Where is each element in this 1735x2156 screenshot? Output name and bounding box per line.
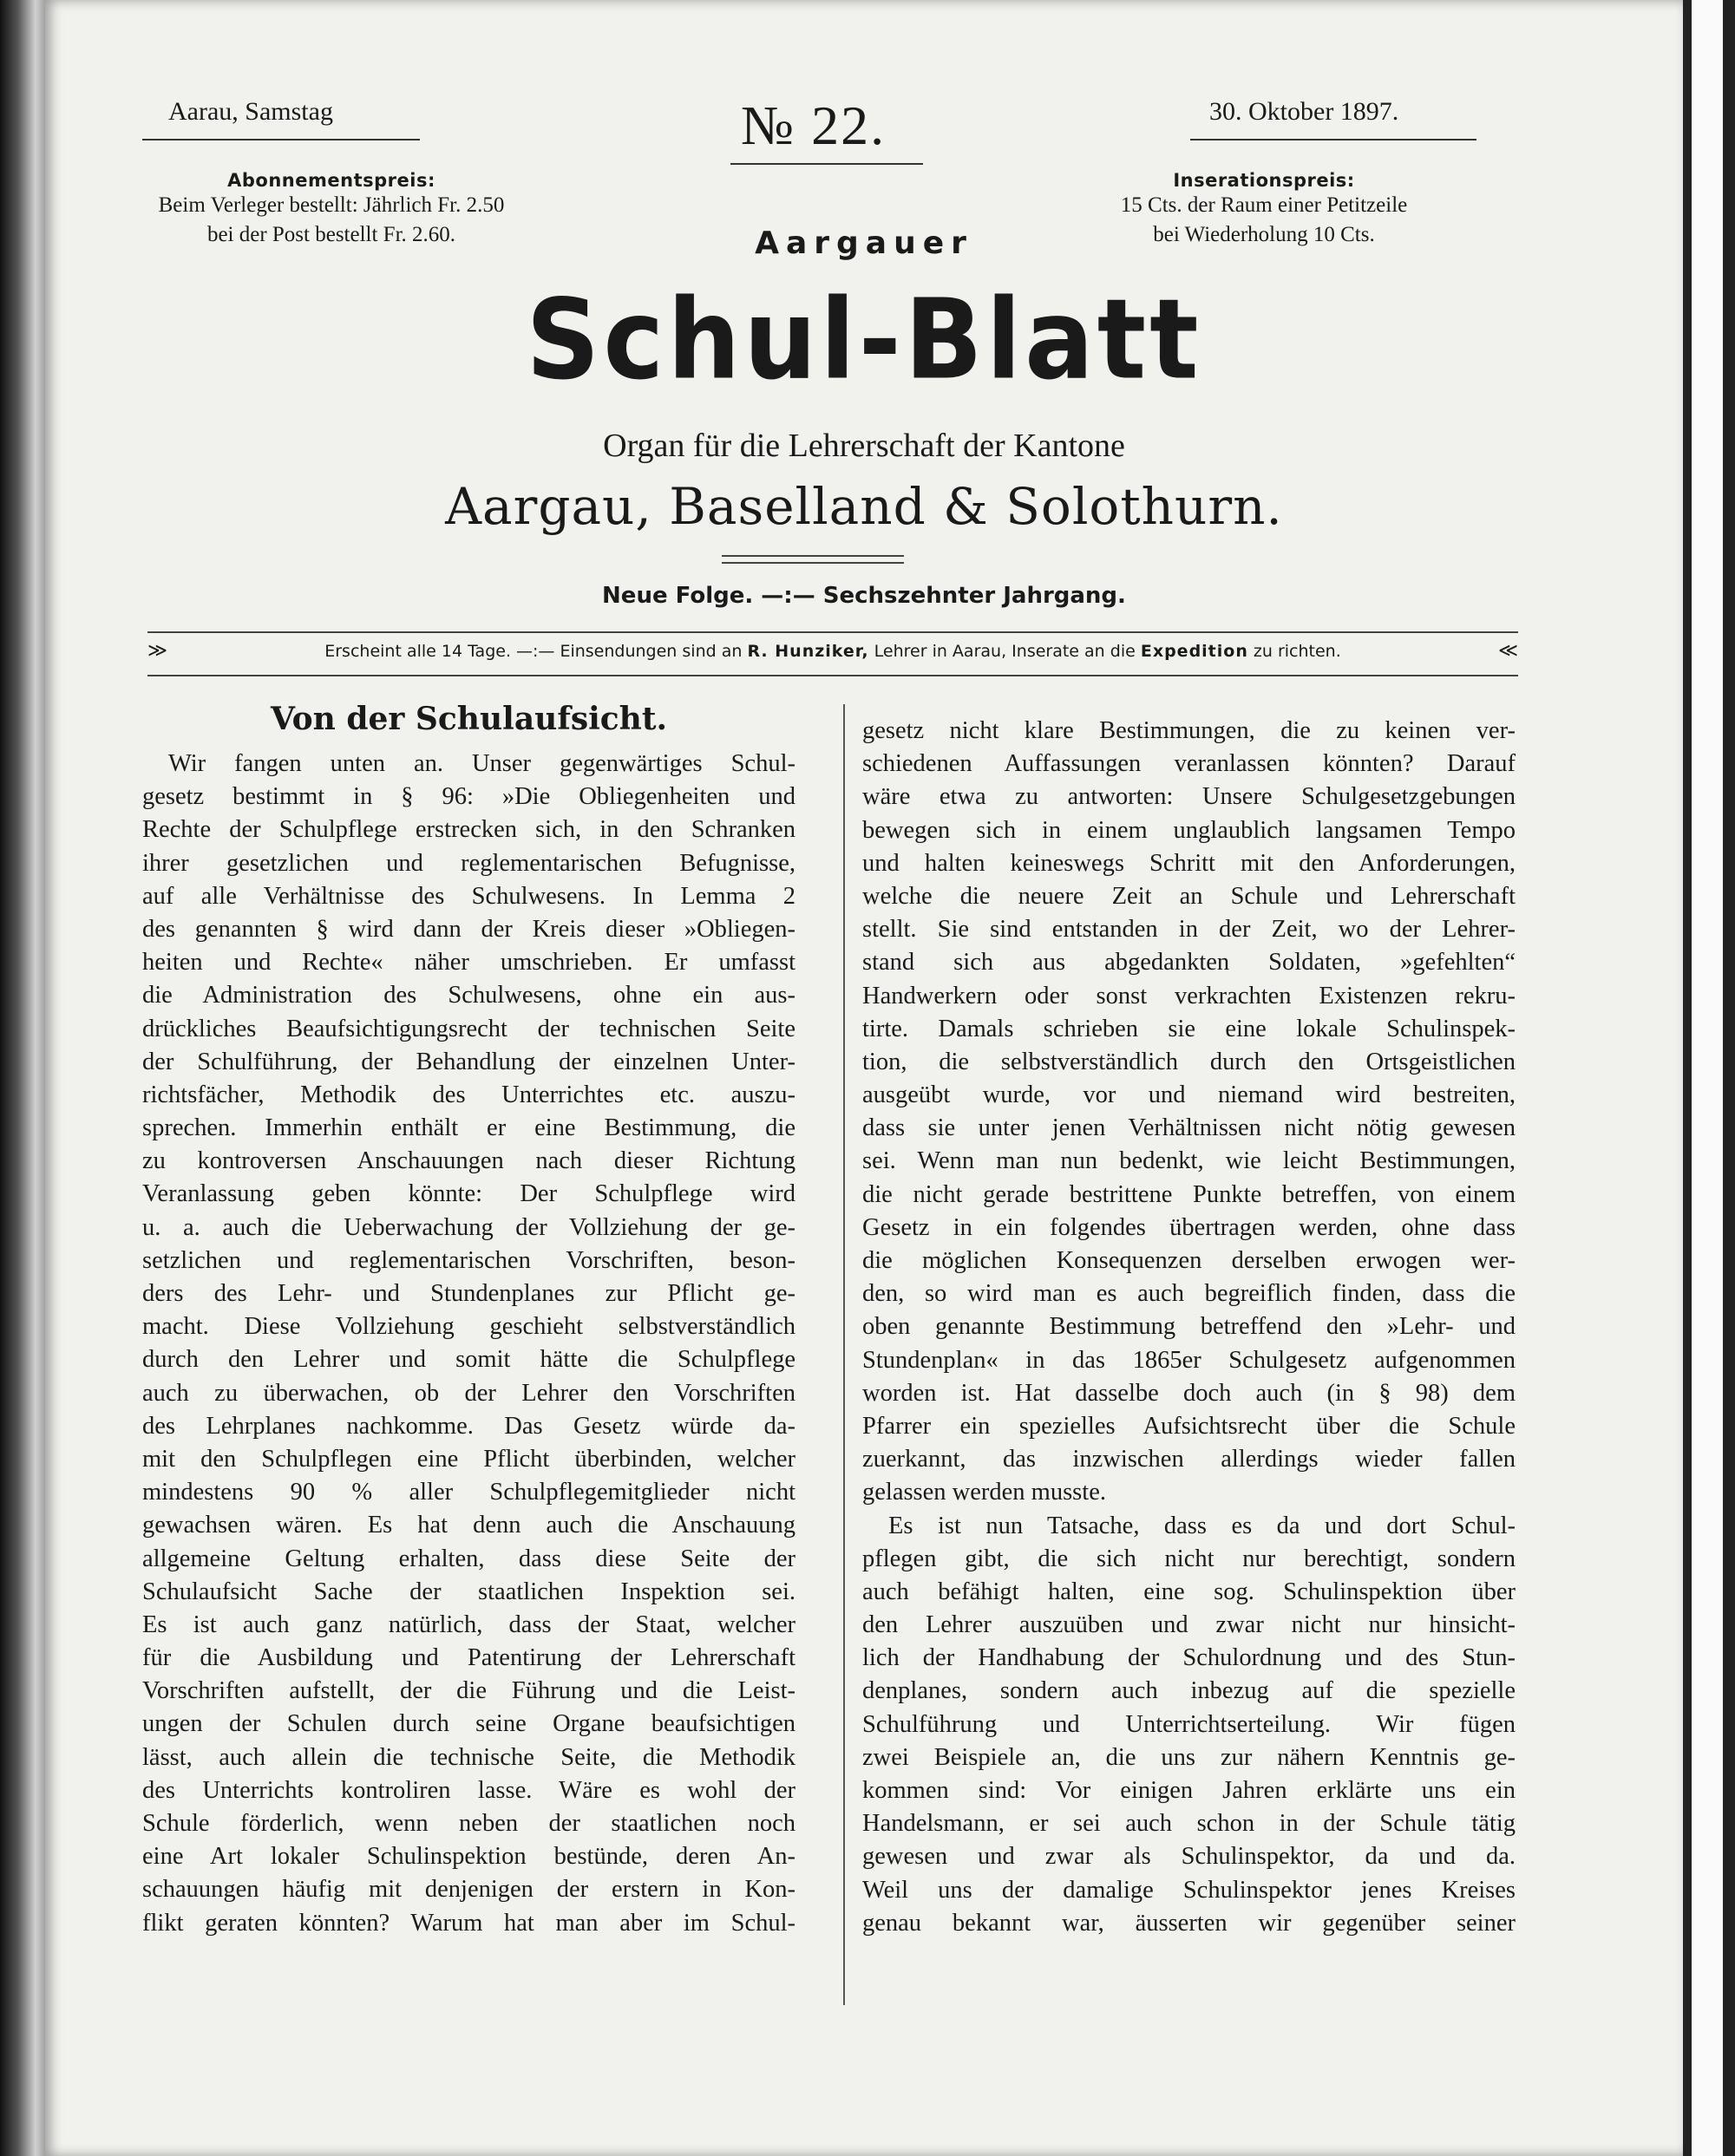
subscription-line-2: bei der Post bestellt Fr. 2.60.: [206, 223, 456, 246]
text-line: Schulführung und Unterrichtserteilung. Wir fügen: [862, 1710, 1516, 1738]
subscription-title: Abonnementspreis:: [227, 170, 435, 191]
text-line: Handelsmann, er sei auch schon in der Schule tätig: [862, 1810, 1516, 1838]
book-binding: [0, 0, 50, 2156]
text-line: ders des Lehr- und Stundenplanes zur Pflicht ge-: [142, 1280, 795, 1307]
text-line: oben genannte Bestimmung betreffend den »Lehr- und: [862, 1313, 1516, 1341]
text-line: stellt. Sie sind entstanden in der Zeit, wo der Lehrer-: [862, 916, 1516, 944]
subscription-line-1: Beim Verleger bestellt: Jährlich Fr. 2.50: [158, 193, 505, 217]
text-line: Stundenplan« in das 1865er Schulgesetz aufgenommen: [862, 1346, 1516, 1374]
text-line: richtsfächer, Methodik des Unterrichtes etc. auszu-: [142, 1081, 795, 1108]
text-line: und halten keineswegs Schritt mit den Anforderungen,: [862, 849, 1516, 877]
text-line: die Administration des Schulwesens, ohne ein aus-: [142, 982, 795, 1009]
text-line: gewesen und zwar als Schulinspektor, da und da.: [862, 1843, 1516, 1871]
text-line: gewachsen wären. Es hat denn auch die Anschauung: [142, 1512, 795, 1539]
notice-expedition: Expedition: [1140, 641, 1248, 661]
text-line: auf alle Verhältnisse des Schulwesens. In Lemma 2: [142, 882, 795, 910]
notice-editor-name: R. Hunziker,: [747, 641, 869, 661]
text-line: die möglichen Konsequenzen derselben erwogen wer-: [862, 1247, 1516, 1274]
text-line: macht. Diese Vollziehung geschieht selbstverständlich: [142, 1313, 795, 1341]
text-line: tirte. Damals schrieben sie eine lokale Schulinspek-: [862, 1015, 1516, 1042]
text-line: bewegen sich in einem unglaublich langsamen Tempo: [862, 816, 1516, 844]
date-underline: [1190, 139, 1476, 140]
text-line: worden ist. Hat dasselbe doch auch (in § 98) dem: [862, 1379, 1516, 1407]
text-line: setzlichen und reglementarischen Vorschriften, beson-: [142, 1246, 795, 1274]
masthead-title: Schul-Blatt: [526, 274, 1202, 404]
text-line: der Schulführung, der Behandlung der einzelnen Unter-: [142, 1048, 795, 1075]
text-line: Rechte der Schulpflege erstrecken sich, in den Schranken: [142, 816, 795, 844]
article-column-right: [862, 715, 1516, 1940]
scan-margin: [1683, 0, 1735, 2156]
text-line: wäre etwa zu antworten: Unsere Schulgesetzgebungen: [862, 783, 1516, 811]
text-line: Veranlassung geben könnte: Der Schulpflege wird: [142, 1180, 795, 1208]
text-line: genau bekannt war, äusserten wir gegenüber seiner: [862, 1909, 1516, 1937]
text-line: sprechen. Immerhin enthält er eine Bestimmung, die: [142, 1114, 795, 1142]
text-line: für die Ausbildung und Patentirung der Lehrerschaft: [142, 1644, 795, 1672]
text-line: kommen sind: Vor einigen Jahren erklärte uns ein: [862, 1777, 1516, 1804]
text-line: schiedenen Auffassungen veranlassen könnten? Darauf: [862, 750, 1516, 778]
text-line: die nicht gerade bestrittene Punkte betreffen, von einem: [862, 1180, 1516, 1208]
text-line: lich der Handhabung der Schulordnung und des Stun-: [862, 1644, 1516, 1672]
notice-bar: [147, 640, 1518, 662]
text-line: lässt, auch allein die technische Seite, die Methodik: [142, 1743, 795, 1771]
place-day: Aarau, Samstag: [168, 97, 333, 126]
notice-part-2: Lehrer in Aarau,: [874, 641, 1007, 661]
text-line: sei. Wenn man nun bedenkt, wie leicht Bestimmungen,: [862, 1147, 1516, 1175]
text-line: dass sie unter jenen Verhältnissen nicht nötig gewesen: [862, 1114, 1516, 1142]
notice-rule-top: [147, 631, 1518, 633]
masthead-cantons: Aargau, Baselland & Solothurn.: [445, 477, 1283, 536]
text-line: gelassen werden musste.: [862, 1479, 1106, 1506]
text-line: des Unterrichts kontroliren lasse. Wäre es wohl der: [142, 1776, 795, 1804]
newspaper-page: [45, 0, 1683, 2156]
article-title: Von der Schulaufsicht.: [270, 701, 668, 737]
text-line: Es ist nun Tatsache, dass es da und dort Schul-: [888, 1512, 1516, 1539]
text-line: Schule förderlich, wenn neben der staatlichen noch: [142, 1810, 795, 1837]
text-line: Wir fangen unten an. Unser gegenwärtiges Schul-: [168, 750, 795, 777]
text-line: durch den Lehrer und somit hätte die Schulpflege: [142, 1346, 795, 1374]
text-line: des genannten § wird dann der Kreis dieser »Obliegen-: [142, 915, 795, 943]
text-line: Vorschriften aufstellt, der die Führung und die Leist-: [142, 1677, 795, 1705]
text-line: Es ist auch ganz natürlich, dass der Staat, welcher: [142, 1610, 795, 1638]
insertion-line-1: 15 Cts. der Raum einer Petitzeile: [1120, 193, 1408, 217]
column-divider: [843, 704, 845, 2005]
place-underline: [142, 139, 420, 140]
text-line: flikt geraten könnten? Warum hat man aber im Schul-: [142, 1909, 795, 1937]
text-line: zuerkannt, das inzwischen allerdings wieder fallen: [862, 1446, 1516, 1473]
issue-date: 30. Oktober 1897.: [1209, 97, 1399, 126]
masthead-organ: Organ für die Lehrerschaft der Kantone: [603, 428, 1125, 464]
masthead-rule-1: [722, 555, 904, 557]
text-line: ungen der Schulen durch seine Organe beaufsichtigen: [142, 1710, 795, 1738]
series-line: Neue Folge. —:— Sechszehnter Jahrgang.: [602, 583, 1126, 609]
text-line: Gesetz in ein folgendes übertragen werden, ohne dass: [862, 1213, 1516, 1241]
arrow-right-icon: ≫: [147, 640, 168, 662]
insertion-line-2: bei Wiederholung 10 Cts.: [1153, 223, 1375, 246]
text-line: heiten und Rechte« näher umschrieben. Er umfasst: [142, 949, 795, 977]
notice-text: [324, 642, 1341, 661]
insertion-title: Inserationspreis:: [1173, 170, 1355, 191]
text-line: pflegen gibt, die sich nicht nur berechtigt, sondern: [862, 1545, 1516, 1572]
text-line: auch befähigt halten, eine sog. Schulinspektion über: [862, 1578, 1516, 1605]
text-line: des Lehrplanes nachkomme. Das Gesetz würde da-: [142, 1412, 795, 1440]
text-line: schauungen häufig mit denjenigen der erstern in Kon-: [142, 1876, 795, 1904]
text-line: zwei Beispiele an, die uns zur nähern Kenntnis ge-: [862, 1743, 1516, 1771]
text-line: zu kontroversen Anschauungen nach dieser Richtung: [142, 1147, 795, 1175]
text-line: den Lehrer auszuüben und zwar nicht nur hinsicht-: [862, 1611, 1516, 1639]
arrow-left-icon: ≪: [1497, 640, 1518, 662]
article-column-left: [142, 748, 795, 1940]
text-line: denplanes, sondern auch inbezug auf die spezielle: [862, 1677, 1516, 1705]
text-line: mit den Schulpflegen eine Pflicht überbinden, welcher: [142, 1445, 795, 1473]
text-line: Pfarrer ein spezielles Aufsichtsrecht über die Schule: [862, 1412, 1516, 1440]
text-line: stand sich aus abgedankten Soldaten, »gefehlten“: [862, 949, 1516, 977]
issue-number: № 22.: [741, 95, 887, 156]
masthead-prefix: Aargauer: [755, 225, 973, 261]
masthead-rule-2: [722, 562, 904, 564]
text-line: drückliches Beaufsichtigungsrecht der technischen Seite: [142, 1015, 795, 1042]
text-line: u. a. auch die Ueberwachung der Vollziehung der ge-: [142, 1213, 795, 1241]
text-line: mindestens 90 % aller Schulpflegemitglieder nicht: [142, 1479, 795, 1506]
text-line: ausgeübt wurde, vor und niemand wird bestreiten,: [862, 1081, 1516, 1109]
notice-part-4: zu richten.: [1253, 641, 1341, 661]
notice-part-3: Inserate an die: [1012, 641, 1136, 661]
text-line: eine Art lokaler Schulinspektion bestünde, deren An-: [142, 1843, 795, 1871]
text-line: auch zu überwachen, ob der Lehrer den Vorschriften: [142, 1379, 795, 1407]
text-line: den, so wird man es auch begreiflich finden, dass die: [862, 1280, 1516, 1308]
notice-rule-bottom: [147, 675, 1518, 676]
text-line: Weil uns der damalige Schulinspektor jenes Kreises: [862, 1876, 1516, 1904]
text-line: Handwerkern oder sonst verkrachten Existenzen rekru-: [862, 982, 1516, 1009]
notice-part-1: Erscheint alle 14 Tage. —:— Einsendungen sind an: [324, 641, 743, 661]
text-line: Schulaufsicht Sache der staatlichen Inspektion sei.: [142, 1578, 795, 1605]
text-line: tion, die selbstverständlich durch den Ortsgeistlichen: [862, 1048, 1516, 1075]
text-line: allgemeine Geltung erhalten, dass diese Seite der: [142, 1545, 795, 1572]
number-underline: [730, 163, 923, 165]
text-line: ihrer gesetzlichen und reglementarischen Befugnisse,: [142, 849, 795, 877]
text-line: welche die neuere Zeit an Schule und Lehrerschaft: [862, 882, 1516, 910]
text-line: gesetz nicht klare Bestimmungen, die zu keinen ver-: [862, 717, 1516, 744]
text-line: gesetz bestimmt in § 96: »Die Obliegenheiten und: [142, 783, 795, 811]
